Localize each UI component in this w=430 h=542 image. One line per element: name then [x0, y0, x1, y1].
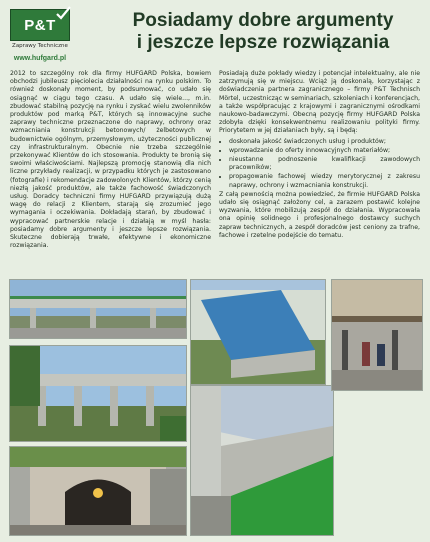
article-body: [10, 70, 420, 270]
company-logo: [10, 9, 76, 62]
priorities-list: [219, 138, 420, 190]
list-item: • doskonała jakość świadczonych usług i produktów;: [229, 138, 420, 146]
logo-mark-text: P&T: [24, 16, 56, 34]
photo-tunnel-entrance: [9, 446, 187, 536]
photo-bridge-overpass: [9, 279, 187, 339]
paragraph: Z całą pewnością można powiedzieć, że firmie HUFGARD Polska udało się osiągnąć założony cel, a zarazem postawić kolejne wyzwania, które mobilizują zespół do działania. Wypracowała ona opinię solidnego i profesjonalnego dostawcy suchych zapraw technicznych, a zespół doradców jest ceniony za trafne, fachowe i rzetelne podejście do tematu.: [219, 190, 420, 239]
photo-construction-tarp: [190, 279, 326, 385]
logo-mark: [10, 9, 70, 41]
website-url: www.hufgard.pl: [13, 55, 67, 62]
photo-bridge-pillars: [9, 345, 187, 442]
paragraph: Posiadają duże pokłady wiedzy i potencjał intelektualny, ale nie zatrzymują się w miejscu. Wciąż ją doskonalą, korzystając z doświadczenia partnera zagranicznego – firmy P&T Technisch Mörtel, uczestnicząc w seminariach, szkoleniach i konferencjach, a także współpracując z krajowymi i zagranicznymi ośrodkami naukowo-badawczymi. Obecną pozycję firmy HUFGARD Polska zdobyła dzięki konsekwentnemu realizowaniu polityki firmy. Priorytetem w jej działaniach były, są i będą:: [219, 70, 420, 135]
column-right: [219, 70, 420, 270]
list-item: • nieustanne podnoszenie kwalifikacji zawodowych pracowników;: [229, 156, 420, 172]
article-title: [108, 10, 418, 54]
photo-noise-barrier: [190, 385, 334, 536]
column-left: [10, 70, 211, 270]
paragraph: 2012 to szczególny rok dla firmy HUFGARD Polska, bowiem obchodzi jubileusz pięciolecia działalności na rynku polskim. To również doskonały moment, by podsumować, co udało się osiągnąć w ciągu tego czasu. A udało się wiele..., m.in. zbudować stabilną pozycję na rynku i zyskać wielu zwolenników produktów pod marką P&T, których są innowacyjne suche zaprawy techniczne przeznaczone do naprawy, ochrony oraz wzmacniania konstrukcji betonowych/ żelbetowych w budownictwie ogólnym, przemysłowym, użyteczności publicznej czy infrastrukturalnym. Obecnie nie trzeba szczególnie przekonywać Klientów do ich stosowania. Produkty te bronią się swoimi właściwościami. Najlepszą promocję stanowią dla nich liczne przykłady realizacji, w przypadku których je zastosowano (fotografie) i rekomendacje zadowolonych Klientów, którzy cenią niezłą jakość produktów, ale także fachowość świadczonych usług. Doradcy techniczni firmy HUFGARD przywiązują dużą wagę do relacji z Klientem, starają się zrozumieć jego wymagania i oczekiwania. Dokładają starań, by zbudować i wypracować partnerskie relacje i działają w myśl hasła: posiadamy dobre argumenty i jeszcze lepsze rozwiązania. Skuteczne dobierają trwałe, efektywne i ekonomiczne rozwiązania.: [10, 70, 211, 250]
title-line-2: i jeszcze lepsze rozwiązania: [136, 32, 390, 53]
logo-subtitle: Zaprawy Techniczne: [12, 43, 68, 49]
title-line-1: Posiadamy dobre argumenty: [132, 10, 394, 31]
list-item: • wprowadzanie do oferty innowacyjnych materiałów;: [229, 147, 420, 155]
list-item: • propagowanie fachowej wiedzy merytorycznej z zakresu naprawy, ochrony i wzmacniania konstrukcji.: [229, 173, 420, 189]
checkmark-icon: [54, 5, 72, 23]
photo-railway-station: [331, 279, 423, 391]
